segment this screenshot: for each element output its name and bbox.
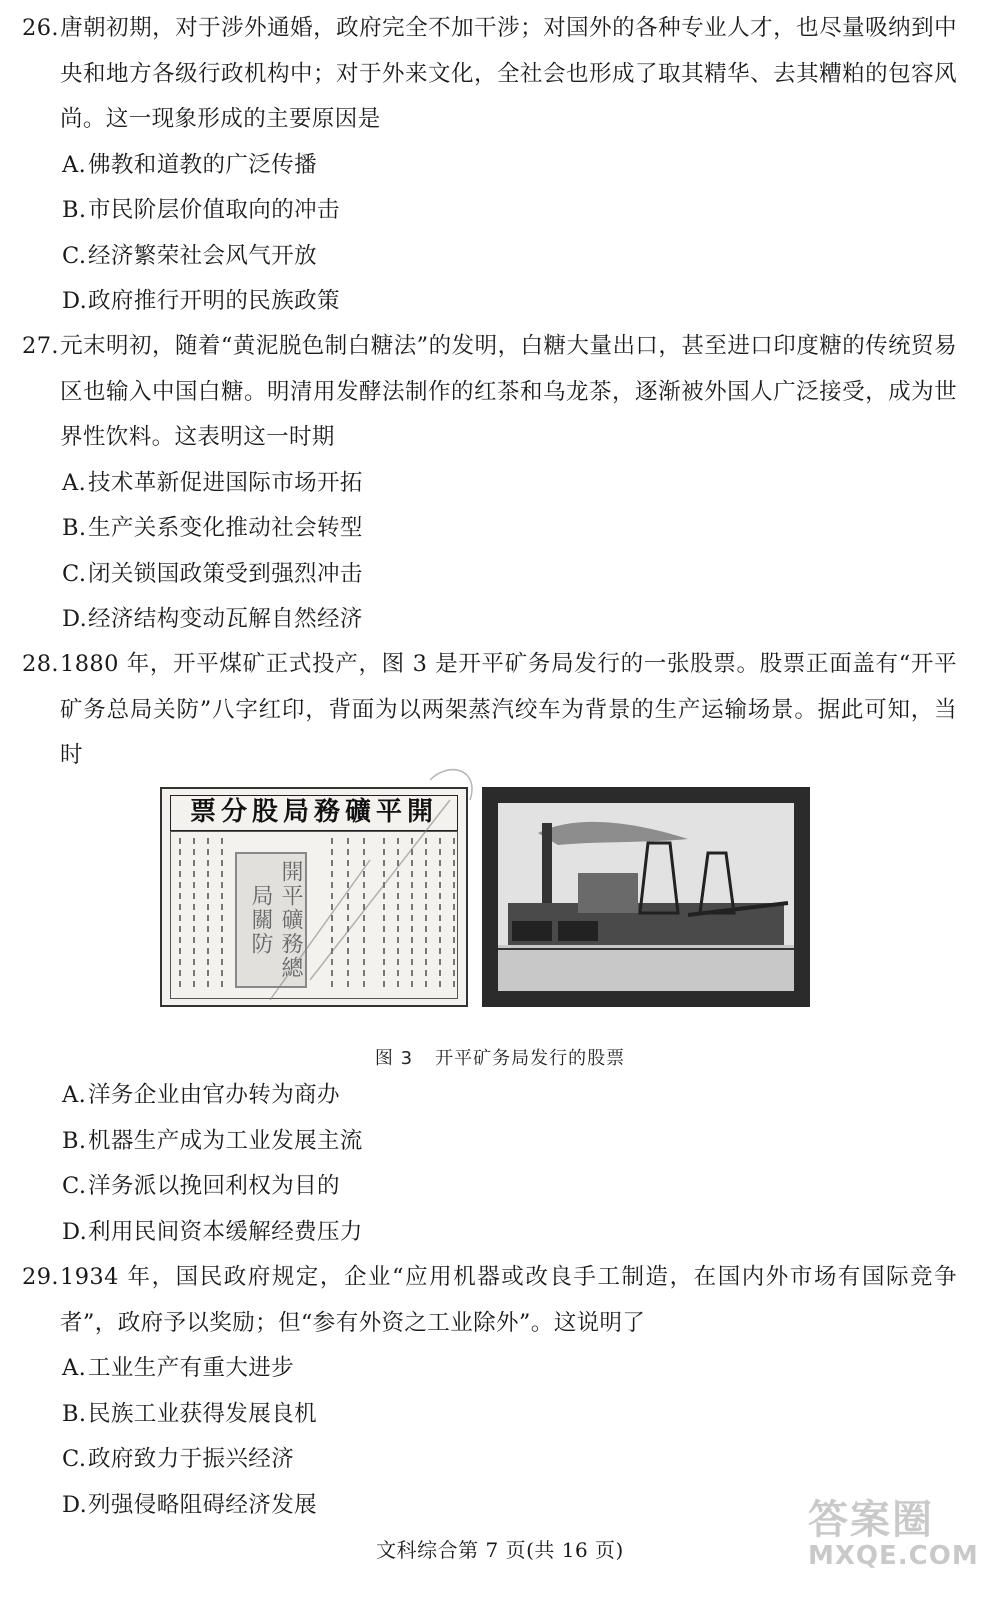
caption-label: 图 3 xyxy=(374,1048,414,1069)
option-key: C. xyxy=(62,242,87,269)
option-text: 政府推行开明的民族政策 xyxy=(88,288,340,314)
question-number: 27. xyxy=(22,333,59,359)
stock-title: 票分股局務礦平開 xyxy=(170,795,458,831)
option-b xyxy=(22,1392,957,1438)
option-text: 佛教和道教的广泛传播 xyxy=(88,151,318,178)
option-d xyxy=(22,597,957,643)
option-text: 生产关系变化推动社会转型 xyxy=(88,515,363,541)
page-footer: 文科综合第 7 页(共 16 页) xyxy=(376,1538,624,1562)
mine-photo-image xyxy=(482,787,810,1007)
question-26 xyxy=(22,6,957,325)
figure-caption xyxy=(0,1044,1000,1070)
question-28 xyxy=(22,642,957,779)
option-key: C. xyxy=(62,560,87,587)
watermark-logo-text: 答案圈 xyxy=(808,1497,934,1543)
option-key: A. xyxy=(62,1082,87,1108)
stock-certificate-image xyxy=(160,787,468,1007)
option-d xyxy=(22,1210,957,1256)
question-28-options xyxy=(22,1073,957,1255)
question-number: 28. xyxy=(22,651,59,677)
option-key: D. xyxy=(62,1218,88,1245)
question-text: 1880 年，开平煤矿正式投产，图 3 是开平矿务局发行的一张股票。股票正面盖有“开平矿务总局关防”八字红印，背面为以两架蒸汽绞车为背景的生产运输场景。据此可知，当时 xyxy=(60,651,957,768)
option-text: 市民阶层价值取向的冲击 xyxy=(88,197,340,223)
option-a xyxy=(22,1346,957,1392)
stock-text-columns xyxy=(170,831,458,999)
question-stem xyxy=(22,1255,957,1346)
option-text: 经济繁荣社会风气开放 xyxy=(88,242,318,269)
option-key: C. xyxy=(62,1446,87,1472)
question-27 xyxy=(22,324,957,643)
watermark-url: MXQE.COM xyxy=(808,1541,979,1571)
option-a xyxy=(22,143,957,189)
option-text: 工业生产有重大进步 xyxy=(88,1355,295,1381)
option-key: B. xyxy=(62,197,87,223)
question-stem xyxy=(22,324,957,461)
watermark-logo xyxy=(808,1488,978,1584)
option-key: A. xyxy=(62,469,87,496)
option-key: D. xyxy=(62,1491,88,1518)
option-c xyxy=(22,1164,957,1210)
option-b xyxy=(22,1119,957,1165)
option-key: B. xyxy=(62,1400,87,1427)
option-text: 列强侵略阻碍经济发展 xyxy=(88,1491,318,1518)
option-text: 利用民间资本缓解经费压力 xyxy=(88,1218,363,1245)
option-text: 民族工业获得发展良机 xyxy=(88,1400,318,1427)
option-text: 机器生产成为工业发展主流 xyxy=(88,1127,363,1154)
option-c xyxy=(22,234,957,280)
option-key: B. xyxy=(62,515,87,541)
option-a xyxy=(22,1073,957,1119)
option-text: 闭关锁国政策受到强烈冲击 xyxy=(88,560,363,587)
question-text: 唐朝初期，对于涉外通婚，政府完全不加干涉；对国外的各种专业人才，也尽量吸纳到中央和地方各级行政机构中；对于外来文化，全社会也形成了取其精华、去其糟粕的包容风尚。这一现象形成的主要原因是 xyxy=(60,15,957,132)
question-number: 26. xyxy=(22,15,59,41)
question-stem xyxy=(22,642,957,779)
option-text: 技术革新促进国际市场开拓 xyxy=(88,469,363,496)
seal-stamp: 開平礦務總局關防 xyxy=(235,852,307,988)
option-a xyxy=(22,461,957,507)
question-text: 元末明初，随着“黄泥脱色制白糖法”的发明，白糖大量出口，甚至进口印度糖的传统贸易区也输入中国白糖。明清用发酵法制作的红茶和乌龙茶，逐渐被外国人广泛接受，成为世界性饮料。这表明这一时期 xyxy=(60,333,957,450)
option-b xyxy=(22,188,957,234)
option-text: 政府致力于振兴经济 xyxy=(88,1446,295,1472)
option-c xyxy=(22,552,957,598)
question-number: 29. xyxy=(22,1264,59,1290)
question-stem xyxy=(22,6,957,143)
caption-text: 开平矿务局发行的股票 xyxy=(435,1048,626,1069)
option-key: A. xyxy=(62,1355,87,1381)
question-text: 1934 年，国民政府规定，企业“应用机器或改良手工制造，在国内外市场有国际竞争者”，政府予以奖励；但“参有外资之工业除外”。这说明了 xyxy=(60,1264,957,1336)
option-d xyxy=(22,279,957,325)
option-key: D. xyxy=(62,606,88,632)
option-key: C. xyxy=(62,1173,87,1199)
option-text: 洋务派以挽回利权为目的 xyxy=(88,1173,340,1199)
option-text: 洋务企业由官办转为商办 xyxy=(88,1082,340,1108)
option-c xyxy=(22,1437,957,1483)
option-b xyxy=(22,506,957,552)
steam-winch-scene xyxy=(498,803,794,991)
option-key: D. xyxy=(62,288,88,314)
option-key: A. xyxy=(62,151,87,178)
option-key: B. xyxy=(62,1127,87,1154)
figure-3 xyxy=(0,787,1000,1012)
option-text: 经济结构变动瓦解自然经济 xyxy=(88,606,363,632)
